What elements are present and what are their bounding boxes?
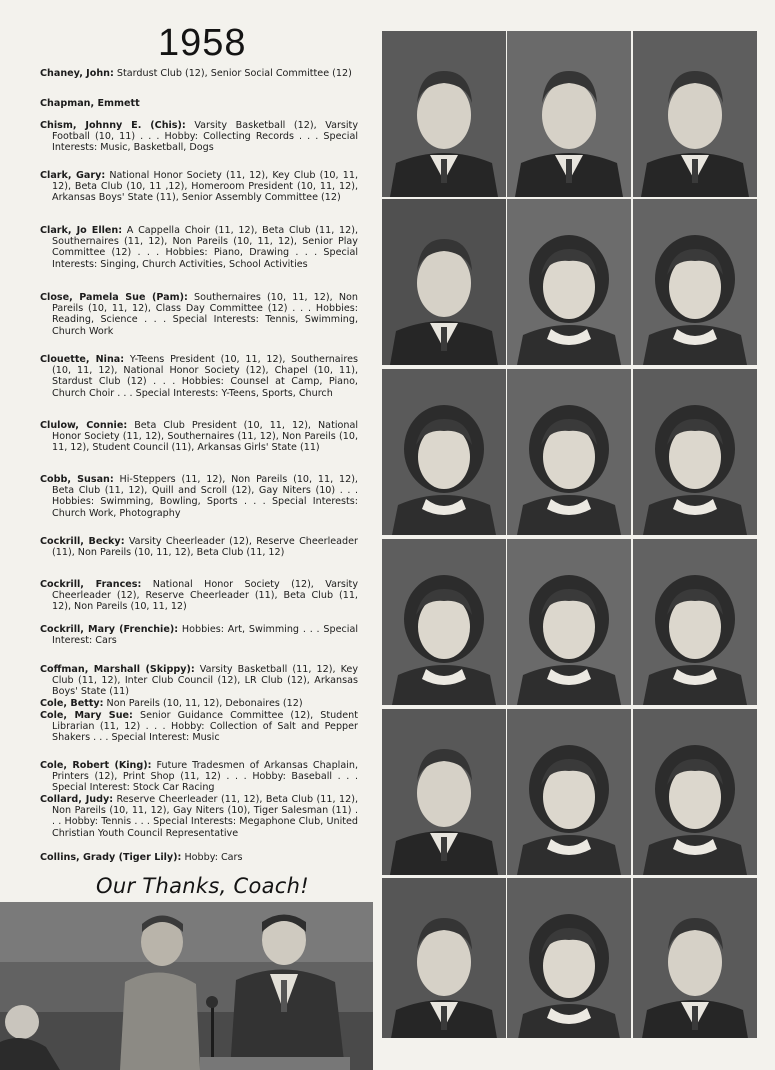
entry-text: Beta Club President (10, 11, 12), National Honor Society (11, 12), Southernaires (11, 12), Non Pareils (10, 11, 12), Student Council (11), Arkansas Girls' State (11) <box>52 420 358 454</box>
entry-text: Senior Guidance Committee (12), Student Librarian (11, 12) . . . Hobby: Collection of Salt and Pepper Shakers . . . Special Interest: Music <box>52 710 359 744</box>
entry <box>40 420 358 454</box>
entry-text: Varsity Basketball (11, 12), Key Club (11, 12), Inter Club Council (12), LR Club (12), Arkansas Boys' State (11) <box>52 664 358 698</box>
entry-text: Hobby: Cars <box>181 852 243 863</box>
student-portrait <box>633 369 757 535</box>
entry-name: Close, Pamela Sue (Pam): <box>40 292 188 303</box>
entry <box>40 292 358 337</box>
entry <box>40 120 358 154</box>
student-portrait <box>382 199 506 365</box>
entry-text: Southernaires (10, 11, 12), Non Pareils (10, 11, 12), Class Day Committee (12) . . . Hobbies: Reading, Science . . . Special Interests: Tennis, Swimming, Church Work <box>52 292 358 337</box>
student-portrait <box>633 709 757 875</box>
entry <box>40 698 358 709</box>
entry <box>40 536 358 558</box>
entry-name: Chism, Johnny E. (Chis): <box>40 120 186 131</box>
coach-photo <box>0 902 373 1070</box>
entry <box>40 170 358 204</box>
entry-text: A Cappella Choir (11, 12), Beta Club (11, 12), Southernaires (11, 12), Non Pareils (10, 11, 12), Senior Play Committee (12) . . . Hobbies: Piano, Drawing . . . Special Interests: Singing, Church Activities, School Activities <box>52 225 358 270</box>
entry-text: Stardust Club (12), Senior Social Committee (12) <box>113 68 352 79</box>
entry-name: Collard, Judy: <box>40 794 114 805</box>
student-portrait <box>382 369 506 535</box>
entry-text: Y-Teens President (10, 11, 12), Southernaires (10, 11, 12), National Honor Society (12), Chapel (10, 11), Stardust Club (12) . . . Hobbies: Counsel at Camp, Piano, Church Choir . . . Special Interests: Y-Teens, Sports, Church <box>52 354 358 399</box>
student-portrait <box>382 709 506 875</box>
student-portrait <box>507 539 631 705</box>
entry-text: Reserve Cheerleader (11, 12), Beta Club (11, 12), Non Pareils (10, 11, 12), Gay Niters (10), Tiger Salesman (11) . . . Hobby: Tennis . . . Special Interests: Megaphone Club, United Christian Youth Council Representative <box>52 794 359 839</box>
student-portrait <box>507 199 631 365</box>
student-portrait <box>507 369 631 535</box>
entry <box>40 354 358 399</box>
entry-text: Hi-Steppers (11, 12), Non Pareils (10, 11, 12), Beta Club (11, 12), Quill and Scroll (12), Gay Niters (10) . . . Hobbies: Swimming, Bowling, Sports . . . Special Interests: Church Work, Photography <box>52 474 358 519</box>
entry-name: Clouette, Nina: <box>40 354 125 365</box>
student-portrait <box>507 31 631 197</box>
page-year: 1958 <box>158 22 247 64</box>
student-portrait <box>633 539 757 705</box>
coach-caption: Our Thanks, Coach! <box>96 874 309 898</box>
entry-name: Cockrill, Mary (Frenchie): <box>40 624 179 635</box>
student-portrait <box>507 709 631 875</box>
entry <box>40 664 358 698</box>
entry <box>40 710 358 744</box>
student-portrait <box>382 539 506 705</box>
entry <box>40 474 358 519</box>
entry-name: Collins, Grady (Tiger Lily): <box>40 852 182 863</box>
entry-name: Coffman, Marshall (Skippy): <box>40 664 195 675</box>
entry-name: Clark, Jo Ellen: <box>40 225 123 236</box>
entry-name: Cole, Mary Sue: <box>40 710 133 721</box>
entry-name: Clark, Gary: <box>40 170 106 181</box>
entry <box>40 794 358 839</box>
entry-text: Future Tradesmen of Arkansas Chaplain, Printers (12), Print Shop (11, 12) . . . Hobby: Baseball . . . Special Interest: Stock Car Racing <box>52 760 358 794</box>
entry-name: Cockrill, Frances: <box>40 579 142 590</box>
student-portrait <box>507 878 631 1038</box>
entry-name: Cockrill, Becky: <box>40 536 125 547</box>
entry <box>40 98 358 109</box>
entry-name: Clulow, Connie: <box>40 420 128 431</box>
entry-text: Non Pareils (10, 11, 12), Debonaires (12) <box>103 698 303 709</box>
entry-name: Cole, Betty: <box>40 698 104 709</box>
student-portrait <box>382 878 506 1038</box>
student-portrait <box>382 31 506 197</box>
entry-text: Varsity Cheerleader (12), Reserve Cheerleader (11), Non Pareils (10, 11, 12), Beta Club (11, 12) <box>52 536 358 559</box>
student-portrait <box>633 878 757 1038</box>
entry-text: Hobbies: Art, Swimming . . . Special Interest: Cars <box>52 624 358 647</box>
entry <box>40 624 358 646</box>
entry-name: Cobb, Susan: <box>40 474 114 485</box>
entry <box>40 852 358 863</box>
entry-name: Cole, Robert (King): <box>40 760 152 771</box>
entry <box>40 760 358 794</box>
entry <box>40 579 358 613</box>
entry <box>40 68 358 79</box>
entry-text: National Honor Society (12), Varsity Cheerleader (12), Reserve Cheerleader (11), Beta Club (11, 12), Non Pareils (10, 11, 12) <box>52 579 358 613</box>
entry <box>40 225 358 270</box>
student-portrait <box>633 199 757 365</box>
entry-text: National Honor Society (11, 12), Key Club (10, 11, 12), Beta Club (10, 11 ,12), Homeroom President (10, 11, 12), Arkansas Boys' State (11), Senior Assembly Committee (12) <box>52 170 358 204</box>
entry-name: Chaney, John: <box>40 68 114 79</box>
student-portrait <box>633 31 757 197</box>
entry-name: Chapman, Emmett <box>40 98 140 109</box>
entry-text: Varsity Basketball (12), Varsity Football (10, 11) . . . Hobby: Collecting Records . . . Special Interests: Music, Basketball, Dogs <box>52 120 358 154</box>
